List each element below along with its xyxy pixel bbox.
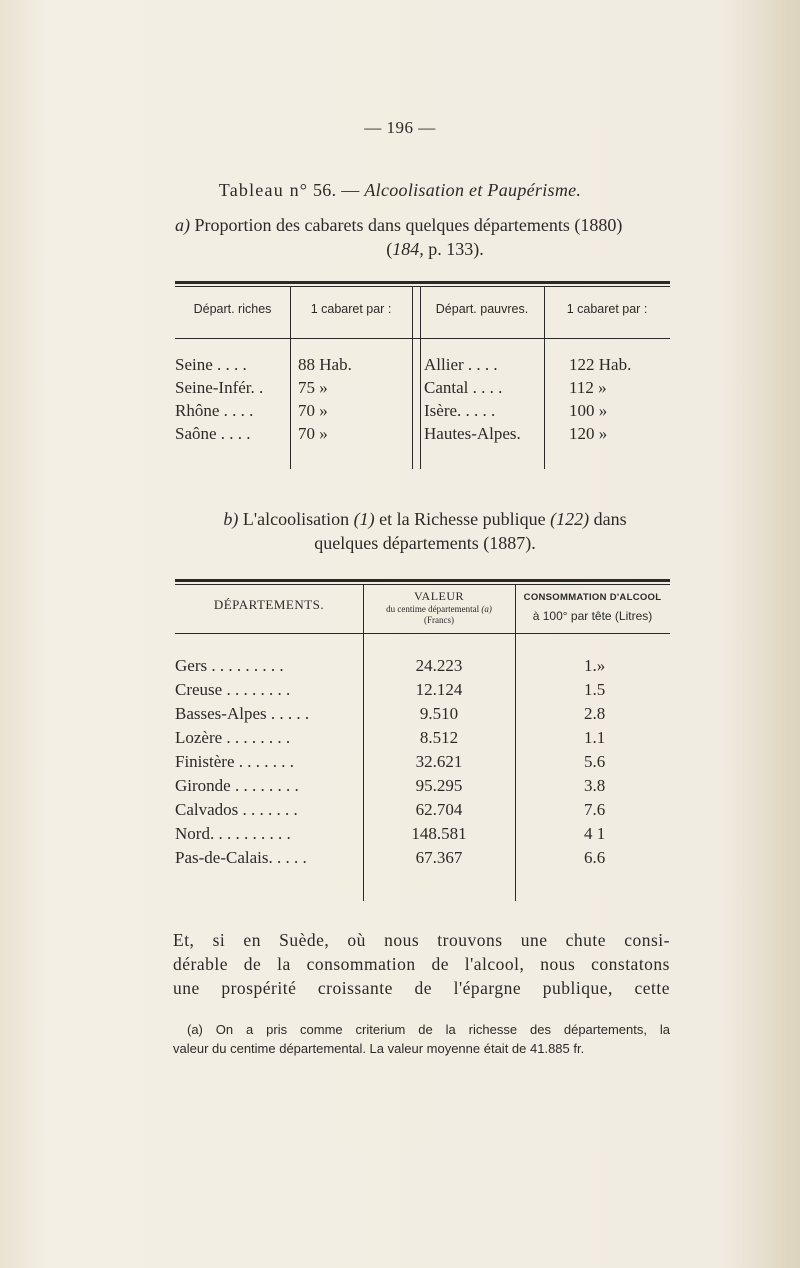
page-number: — 196 — [364, 118, 436, 137]
table-a-header-rich: Départ. riches [193, 302, 272, 316]
table-a-cell: Rhône . . . . [175, 401, 254, 420]
section-b-heading: b) L'alcoolisation (1) et la Richesse publique (122) dans quelques départements (1887). [223, 509, 627, 553]
table-b-cell: 9.510 [419, 704, 459, 723]
table-a-cell: 122 Hab. [569, 355, 632, 374]
table-a-header-poor: Départ. pauvres. [435, 302, 529, 316]
table-b-cell: 95.295 [415, 776, 463, 795]
table-b-top-rule-thin [175, 584, 670, 585]
section-a-text: Proportion des cabarets dans quelques départements (1880) [194, 215, 623, 235]
table-a-cell: 70 » [298, 401, 328, 420]
table-title-subject: Alcoolisation et Paupérisme. [364, 180, 582, 200]
table-b-cell: 2.8 [584, 704, 606, 723]
table-a-cell: 88 Hab. [298, 355, 352, 374]
table-a-cell: Seine-Infér. . [175, 378, 264, 397]
table-b-cell: 6.6 [584, 848, 606, 867]
table-a-cell: 75 » [298, 378, 328, 397]
table-a-cell: Hautes-Alpes. [424, 424, 521, 443]
table-a-header-rule [175, 338, 670, 339]
table-a-cell: Isère. . . . . [424, 401, 496, 420]
body-paragraph: Et, si en Suède, où nous trouvons une chute consi- dérable de la consommation de l'alcool, nous constatons une prospérité croissante de l'épargne publique, cette [173, 930, 670, 998]
table-b-cell: Finistère . . . . . . . [175, 752, 294, 771]
table-b-cell: 1.5 [584, 680, 606, 699]
table-b-header-rule [175, 633, 670, 634]
table-a-cell: 120 » [569, 424, 608, 443]
table-b-cell: 62.704 [415, 800, 463, 819]
table-a-cell: 112 » [569, 378, 607, 397]
table-a-cell: 70 » [298, 424, 328, 443]
table-a-header-poor-ratio: 1 cabaret par : [566, 302, 648, 316]
table-a-cell: 100 » [569, 401, 608, 420]
table-a-top-rule-thin [175, 286, 670, 287]
table-b-cell: 8.512 [419, 728, 459, 747]
table-b-cell: Calvados . . . . . . . [175, 800, 298, 819]
table-b-cell: Pas-de-Calais. . . . . [175, 848, 307, 867]
table-b-header-departements: DÉPARTEMENTS. [213, 597, 325, 612]
section-a-heading [175, 213, 695, 261]
table-title [0, 180, 800, 201]
table-b-cell: Gironde . . . . . . . . [175, 776, 299, 795]
table-b-cell: 4 1 [584, 824, 606, 843]
table-b-cell: 67.367 [415, 848, 463, 867]
table-b-cell: 7.6 [584, 800, 606, 819]
table-b-cell: 12.124 [415, 680, 463, 699]
table-b-cell: 5.6 [584, 752, 606, 771]
table-a-header-rich-ratio: 1 cabaret par : [310, 302, 392, 316]
table-b-header-valeur: VALEUR du centime départemental (a) (Francs) [386, 589, 492, 625]
table-b-cell: 148.581 [411, 824, 467, 843]
table-title-dash: — [341, 180, 360, 200]
table-b-cell: Creuse . . . . . . . . [175, 680, 291, 699]
table-b-cell: Basses-Alpes . . . . . [175, 704, 310, 723]
table-b-cell: 32.621 [415, 752, 463, 771]
table-b-col-divider [515, 585, 516, 901]
section-b-line2: quelques départements (1887). [314, 533, 536, 553]
section-a-marker: a) [175, 215, 190, 235]
table-a-cell: Saône . . . . [175, 424, 251, 443]
table-b-cell: 3.8 [584, 776, 606, 795]
footnote: (a) On a pris comme criterium de la richesse des départements, la valeur du centime départemental. La valeur moyenne était de 41.885 fr. [173, 1022, 670, 1056]
table-b-cell: Gers . . . . . . . . . [175, 656, 284, 675]
table-a-cell: Cantal . . . . [424, 378, 503, 397]
table-b-header-consommation: CONSOMMATION D'ALCOOL à 100° par tête (Litres) [523, 592, 662, 623]
table-a-col-divider [412, 287, 413, 469]
table-a-cell: Seine . . . . [175, 355, 247, 374]
table-b-cell: 1.» [584, 656, 606, 675]
table-a-cell: Allier . . . . [424, 355, 498, 374]
table-b-cell: 24.223 [415, 656, 463, 675]
table-title-prefix: Tableau n° [218, 180, 309, 200]
table-b-cell: 1.1 [584, 728, 606, 747]
table-b-top-rule [175, 579, 670, 582]
table-b-cell: Nord. . . . . . . . . . [175, 824, 291, 843]
table-a-top-rule [175, 281, 670, 284]
table-b-cell: Lozère . . . . . . . . [175, 728, 291, 747]
table-title-number: 56. [313, 180, 337, 200]
section-a-reference: (184, p. 133). [386, 239, 484, 259]
